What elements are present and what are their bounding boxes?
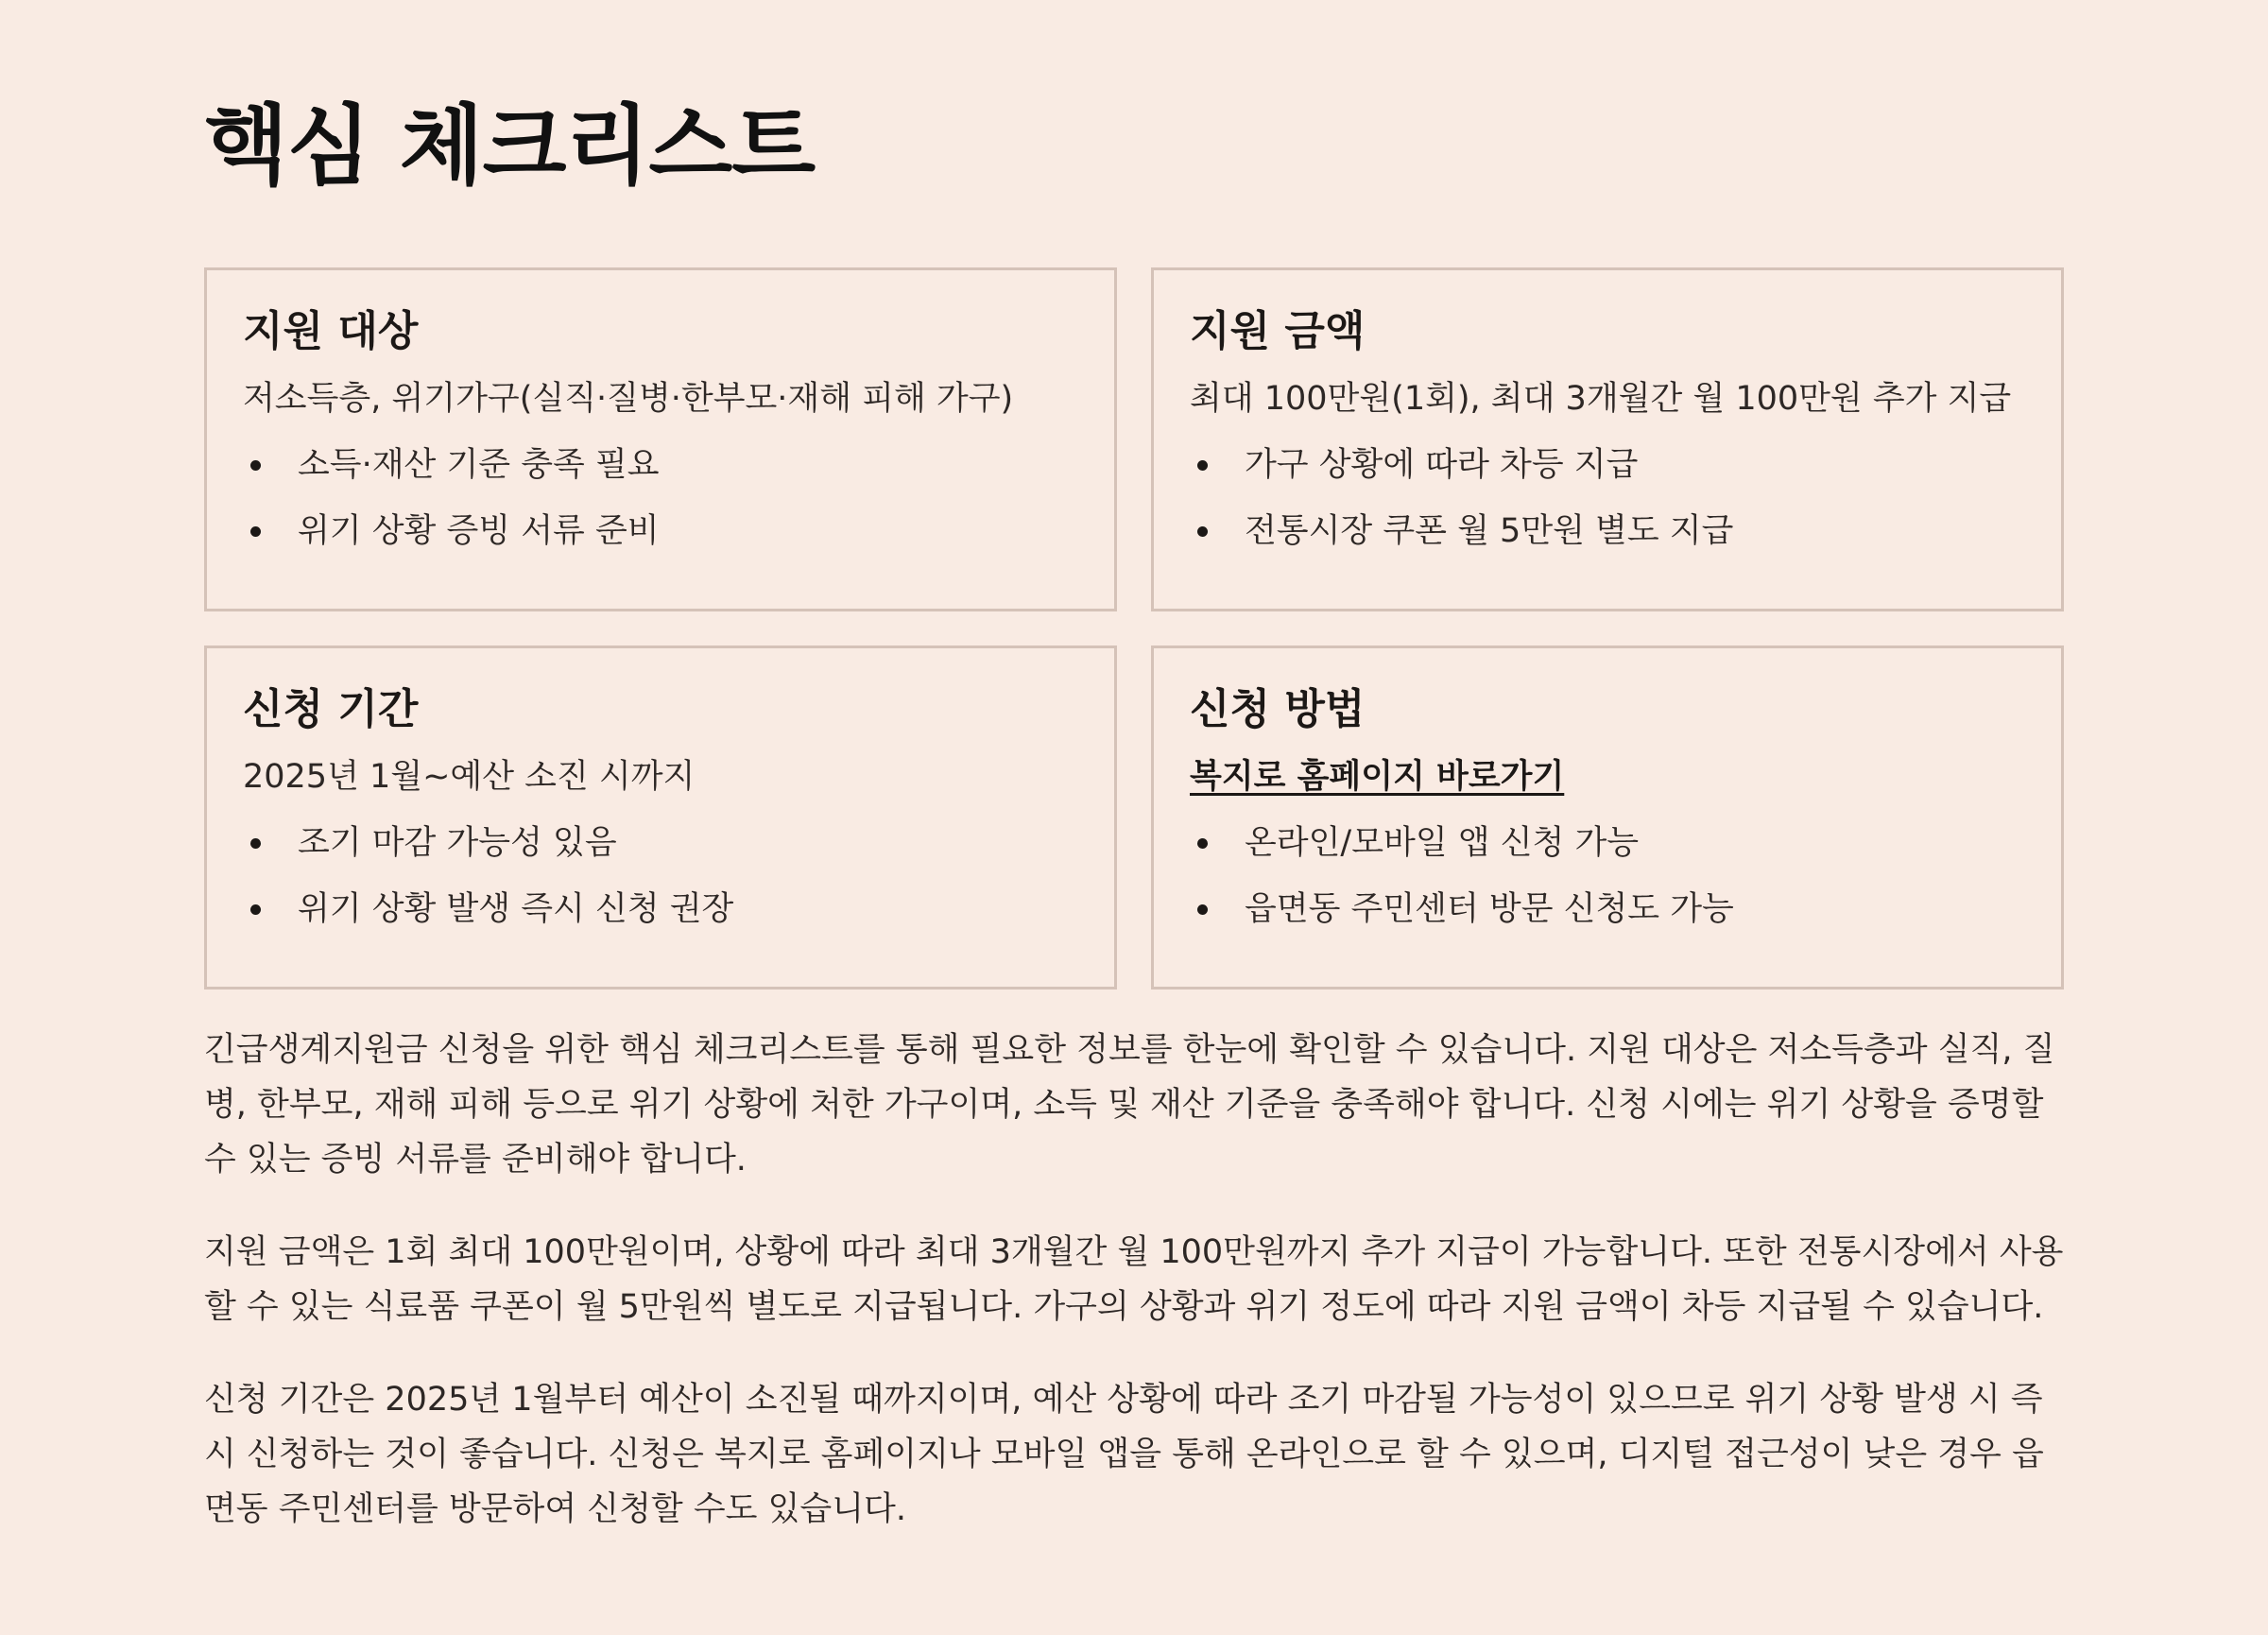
card-list — [1190, 442, 2025, 554]
bullet-icon — [250, 526, 261, 537]
list-item-text: 조기 마감 가능성 있음 — [298, 824, 617, 862]
card-description: 최대 100만원(1회), 최대 3개월간 월 100만원 추가 지급 — [1190, 380, 2012, 418]
card-title: 지원 금액 — [1190, 307, 1366, 355]
bullet-icon — [1197, 526, 1208, 537]
card-method — [1151, 645, 2064, 990]
bokjiro-homepage-link[interactable]: 복지로 홈페이지 바로가기 — [1190, 758, 1565, 796]
list-item — [1190, 820, 2025, 866]
list-item-text: 읍면동 주민센터 방문 신청도 가능 — [1245, 890, 1734, 928]
list-item-text: 가구 상황에 따라 차등 지급 — [1245, 446, 1639, 484]
paragraph: 긴급생계지원금 신청을 위한 핵심 체크리스트를 통해 필요한 정보를 한눈에 확인할 수 있습니다. 지원 대상은 저소득층과 실직, 질병, 한부모, 재해 피해 등으로 위기 상황에 처한 가구이며, 소득 및 재산 기준을 충족해야 합니다. 신청 시에는 위기 상황을 증명할 수 있는 증빙 서류를 준비해야 합니다. — [204, 1031, 2055, 1179]
card-list — [243, 820, 1078, 932]
list-item-text: 소득·재산 기준 충족 필요 — [298, 446, 660, 484]
card-period — [204, 645, 1117, 990]
card-eligibility — [204, 267, 1117, 611]
list-item — [243, 442, 1078, 488]
list-item-text: 전통시장 쿠폰 월 5만원 별도 지급 — [1245, 512, 1734, 550]
list-item — [1190, 886, 2025, 932]
page-title: 핵심 체크리스트 — [204, 95, 816, 197]
body-text — [204, 1023, 2064, 1575]
list-item — [243, 886, 1078, 932]
card-title: 신청 방법 — [1190, 685, 1366, 733]
bullet-icon — [250, 838, 261, 849]
card-description: 저소득층, 위기가구(실직·질병·한부모·재해 피해 가구) — [243, 380, 1014, 418]
bullet-icon — [1197, 460, 1208, 471]
bullet-icon — [250, 460, 261, 471]
paragraph: 신청 기간은 2025년 1월부터 예산이 소진될 때까지이며, 예산 상황에 따라 조기 마감될 가능성이 있으므로 위기 상황 발생 시 즉시 신청하는 것이 좋습니다. 신청은 복지로 홈페이지나 모바일 앱을 통해 온라인으로 할 수 있으며, 디지털 접근성이 낮은 경우 읍면동 주민센터를 방문하여 신청할 수도 있습니다. — [204, 1381, 2044, 1528]
checklist-grid — [204, 267, 2064, 990]
list-item — [243, 820, 1078, 866]
bullet-icon — [1197, 904, 1208, 915]
paragraph: 지원 금액은 1회 최대 100만원이며, 상황에 따라 최대 3개월간 월 100만원까지 추가 지급이 가능합니다. 또한 전통시장에서 사용할 수 있는 식료품 쿠폰이 월 5만원씩 별도로 지급됩니다. 가구의 상황과 위기 정도에 따라 지원 금액이 차등 지급될 수 있습니다. — [204, 1233, 2064, 1326]
card-list — [243, 442, 1078, 554]
card-description: 2025년 1월~예산 소진 시까지 — [243, 758, 696, 796]
list-item — [243, 508, 1078, 554]
list-item-text: 위기 상황 발생 즉시 신청 권장 — [298, 890, 734, 928]
bullet-icon — [1197, 838, 1208, 849]
card-list — [1190, 820, 2025, 932]
list-item — [1190, 442, 2025, 488]
list-item — [1190, 508, 2025, 554]
list-item-text: 온라인/모바일 앱 신청 가능 — [1245, 824, 1640, 862]
bullet-icon — [250, 904, 261, 915]
card-amount — [1151, 267, 2064, 611]
card-title: 지원 대상 — [243, 307, 419, 355]
card-title: 신청 기간 — [243, 685, 419, 733]
list-item-text: 위기 상황 증빙 서류 준비 — [298, 512, 660, 550]
